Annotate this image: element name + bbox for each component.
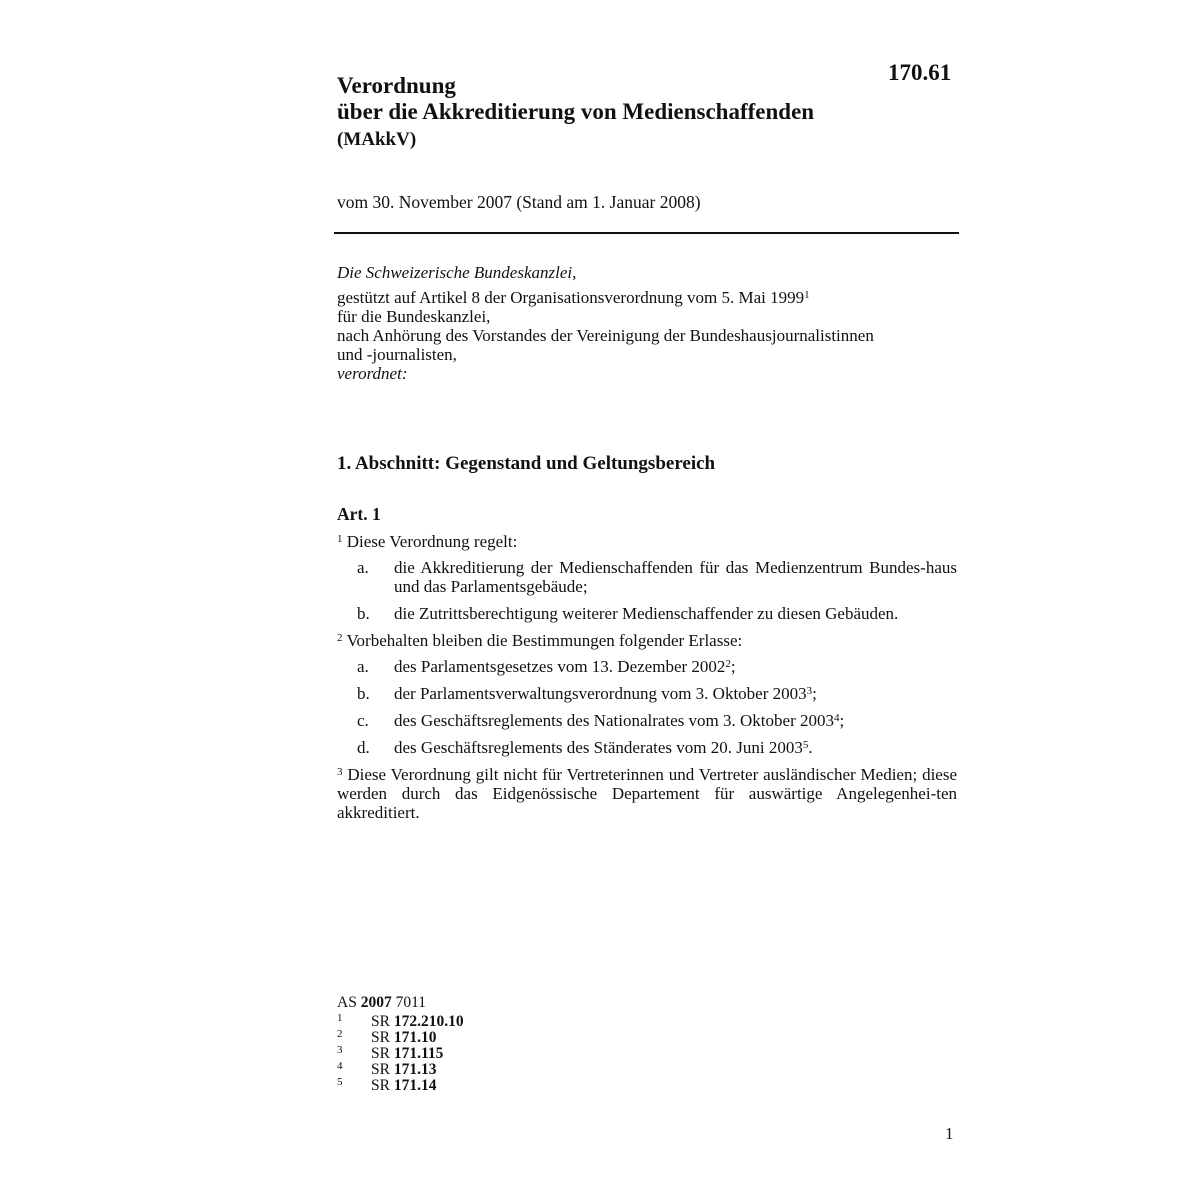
list-item: b. der Parlamentsverwaltungsverordnung vom 3. Oktober 2003$^3$; bbox=[357, 684, 817, 703]
list-text: die Akkreditierung der Medienschaffenden für das Medienzentrum Bundes-haus und das Parlamentsgebäude; bbox=[394, 558, 957, 596]
preamble bbox=[337, 263, 957, 383]
footnote bbox=[337, 1044, 444, 1062]
official-collection-ref: AS 2007 7011 bbox=[337, 994, 427, 1011]
list-item: c. des Geschäftsreglements des Nationalrates vom 3. Oktober 2003$^4$; bbox=[357, 711, 845, 730]
article-heading: Art. 1 bbox=[337, 504, 381, 524]
page-number: 1 bbox=[945, 1124, 954, 1143]
footnote-text: SR 171.14 bbox=[371, 1077, 437, 1094]
paragraph-number: 1 bbox=[337, 533, 343, 545]
footnote-number: 2 bbox=[337, 1028, 343, 1040]
sr-number: 170.61 bbox=[888, 60, 952, 85]
footnote bbox=[337, 1028, 437, 1046]
paragraph-number: 3 bbox=[337, 766, 343, 778]
list-text: die Zutrittsberechtigung weiterer Medienschaffender zu diesen Gebäuden. bbox=[394, 604, 899, 623]
footnote-ref[interactable]: 3 bbox=[806, 685, 813, 697]
date-line: vom 30. November 2007 (Stand am 1. Januar 2008) bbox=[337, 192, 701, 212]
title-line-2: über die Akkreditierung von Medienschaffenden bbox=[337, 99, 815, 124]
list-letter: b. bbox=[357, 684, 370, 703]
preamble-line: nach Anhörung des Vorstandes der Vereinigung der Bundeshausjournalistinnen bbox=[337, 326, 874, 345]
footnote-text: SR 171.115 bbox=[371, 1045, 444, 1062]
preamble-line: und -journalisten, bbox=[337, 345, 457, 364]
list-item bbox=[337, 558, 957, 596]
paragraph-2: $^2$ Vorbehalten bleiben die Bestimmungen folgender Erlasse: bbox=[337, 631, 743, 650]
paragraph-1: $^1$ Diese Verordnung regelt: bbox=[337, 532, 518, 551]
footnote-text: SR 171.13 bbox=[371, 1061, 437, 1078]
footnote-number: 5 bbox=[337, 1076, 343, 1088]
list-text: des Geschäftsreglements des Nationalrates vom 3. Oktober 2003 bbox=[394, 711, 834, 730]
page-title bbox=[337, 73, 814, 125]
footnote-number: 4 bbox=[337, 1060, 343, 1072]
list-text: des Parlamentsgesetzes vom 13. Dezember 2002 bbox=[394, 657, 726, 676]
list-letter: c. bbox=[357, 711, 369, 730]
footnote-ref[interactable]: 5 bbox=[802, 739, 809, 751]
preamble-ordains: verordnet: bbox=[337, 364, 408, 383]
footnote-text: SR 172.210.10 bbox=[371, 1013, 464, 1030]
section-heading: 1. Abschnitt: Gegenstand und Geltungsbereich bbox=[337, 453, 716, 474]
footnote bbox=[337, 1076, 437, 1094]
footnotes bbox=[337, 994, 464, 1094]
footnote-number: 3 bbox=[337, 1044, 343, 1056]
footnote-ref[interactable]: 4 bbox=[834, 712, 840, 724]
footnote-ref[interactable]: 2 bbox=[725, 658, 731, 670]
title-line-1: Verordnung bbox=[337, 73, 456, 98]
footnote-ref[interactable]: 1 bbox=[804, 289, 810, 301]
footnote-number: 1 bbox=[337, 1012, 343, 1024]
list-text: der Parlamentsverwaltungsverordnung vom 3. Oktober 2003 bbox=[394, 684, 807, 703]
paragraph-3: $^3$ Diese Verordnung gilt nicht für Vertreterinnen und Vertreter ausländischer Medien; diese werden durch das Eidgenössische Departement für auswärtige Angelegenhei-ten akkreditiert. bbox=[337, 765, 958, 822]
list-letter: a. bbox=[357, 558, 369, 577]
footnote bbox=[337, 1012, 464, 1030]
list-item bbox=[337, 604, 957, 623]
list-letter: a. bbox=[357, 657, 369, 676]
title-abbreviation: (MAkkV) bbox=[337, 129, 417, 150]
footnote-text: SR 171.10 bbox=[371, 1029, 437, 1046]
preamble-line: für die Bundeskanzlei, bbox=[337, 307, 491, 326]
article-body bbox=[337, 532, 957, 829]
list-item: a. des Parlamentsgesetzes vom 13. Dezember 2002$^2$; bbox=[357, 657, 736, 676]
list-letter: b. bbox=[357, 604, 370, 623]
paragraph-number: 2 bbox=[337, 632, 343, 644]
footnote bbox=[337, 1060, 437, 1078]
preamble-authority: Die Schweizerische Bundeskanzlei, bbox=[337, 263, 577, 282]
header-divider bbox=[334, 232, 959, 234]
list-letter: d. bbox=[357, 738, 370, 757]
preamble-line: gestützt auf Artikel 8 der Organisationsverordnung vom 5. Mai 1999$^1$ bbox=[337, 288, 810, 307]
list-text: des Geschäftsreglements des Ständerates vom 20. Juni 2003 bbox=[394, 738, 803, 757]
list-item: d. des Geschäftsreglements des Ständerates vom 20. Juni 2003$^5$. bbox=[357, 738, 813, 757]
